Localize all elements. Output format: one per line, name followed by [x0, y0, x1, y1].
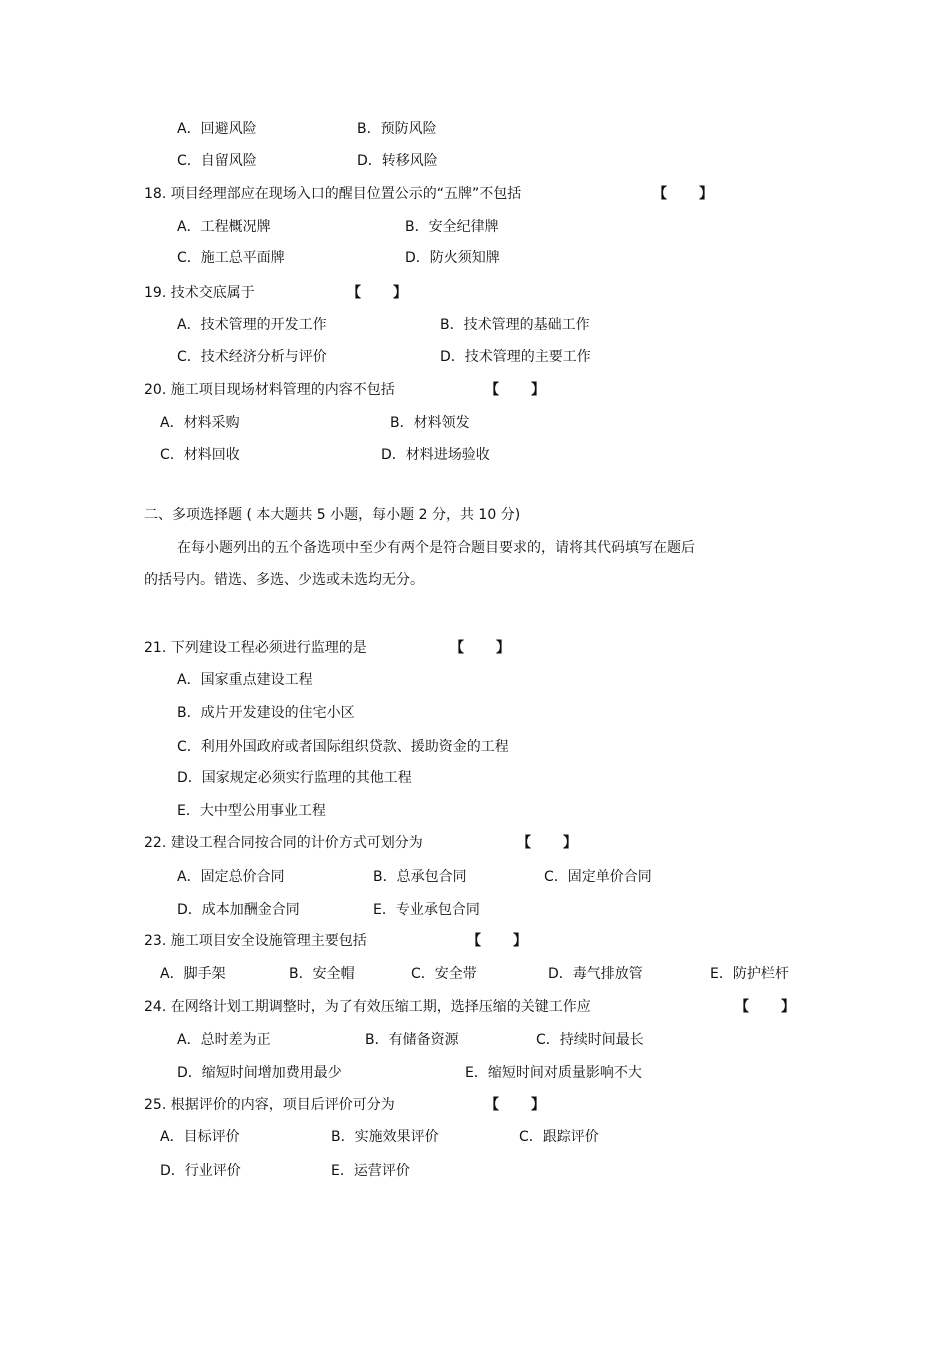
- q24-option-b: B．有储备资源: [365, 1032, 459, 1048]
- bracket-open: 【: [517, 835, 531, 851]
- q23-option-d: D．毒气排放管: [548, 966, 643, 982]
- q20-option-a: A．材料采购: [160, 415, 240, 431]
- section-2-instruction-line1: 在每小题列出的五个备选项中至少有两个是符合题目要求的，请将其代码填写在题后: [177, 540, 695, 556]
- q21-answer-bracket: [450, 641, 510, 655]
- q25-option-e: E．运营评价: [331, 1163, 410, 1179]
- q19-option-b: B．技术管理的基础工作: [440, 317, 590, 333]
- q22-option-c: C．固定单价合同: [544, 869, 652, 885]
- q22-stem: 22. 建设工程合同按合同的计价方式可划分为: [144, 835, 423, 851]
- q18-option-a: A．工程概况牌: [177, 219, 271, 235]
- q24-option-c: C．持续时间最长: [536, 1032, 644, 1048]
- bracket-close: 】: [563, 835, 577, 851]
- q24-option-e: E．缩短时间对质量影响不大: [465, 1065, 642, 1081]
- bracket-close: 】: [531, 382, 545, 398]
- q24-stem: 24. 在网络计划工期调整时，为了有效压缩工期，选择压缩的关键工作应: [144, 999, 591, 1015]
- q23-option-b: B．安全帽: [289, 966, 355, 982]
- q20-option-c: C．材料回收: [160, 447, 240, 463]
- section-2-instruction-line2: 的括号内。错选、多选、少选或未选均无分。: [144, 572, 424, 588]
- q21-option-b: B．成片开发建设的住宅小区: [177, 705, 355, 721]
- q17-option-a: A．回避风险: [177, 121, 257, 137]
- q21-option-d: D．国家规定必须实行监理的其他工程: [177, 770, 412, 786]
- q18-answer-bracket: [653, 187, 713, 201]
- q22-answer-bracket: [517, 836, 577, 850]
- q20-option-b: B．材料领发: [390, 415, 470, 431]
- bracket-close: 】: [531, 1097, 545, 1113]
- q18-option-d: D．防火须知牌: [405, 250, 500, 266]
- bracket-close: 】: [496, 640, 510, 656]
- q20-answer-bracket: [485, 383, 545, 397]
- q18-stem: 18. 项目经理部应在现场入口的醒目位置公示的“五牌”不包括: [144, 186, 522, 202]
- q18-option-b: B．安全纪律牌: [405, 219, 499, 235]
- q21-option-e: E．大中型公用事业工程: [177, 803, 326, 819]
- q23-stem: 23. 施工项目安全设施管理主要包括: [144, 933, 367, 949]
- q25-option-c: C．跟踪评价: [519, 1129, 599, 1145]
- bracket-close: 】: [393, 285, 407, 301]
- q17-option-d: D．转移风险: [357, 153, 438, 169]
- q19-answer-bracket: [347, 286, 407, 300]
- q20-option-d: D．材料进场验收: [381, 447, 490, 463]
- q20-stem: 20. 施工项目现场材料管理的内容不包括: [144, 382, 395, 398]
- q21-stem: 21. 下列建设工程必须进行监理的是: [144, 640, 367, 656]
- q22-option-b: B．总承包合同: [373, 869, 467, 885]
- bracket-open: 【: [485, 1097, 499, 1113]
- bracket-close: 】: [699, 186, 713, 202]
- q22-option-e: E．专业承包合同: [373, 902, 480, 918]
- q23-option-c: C．安全带: [411, 966, 477, 982]
- q24-option-a: A．总时差为正: [177, 1032, 271, 1048]
- bracket-open: 【: [347, 285, 361, 301]
- q17-option-b: B．预防风险: [357, 121, 437, 137]
- q23-answer-bracket: [467, 934, 527, 948]
- q25-stem: 25. 根据评价的内容，项目后评价可分为: [144, 1097, 395, 1113]
- q24-answer-bracket: [735, 1000, 795, 1014]
- bracket-open: 【: [485, 382, 499, 398]
- q17-option-c: C．自留风险: [177, 153, 257, 169]
- q18-option-c: C．施工总平面牌: [177, 250, 285, 266]
- bracket-open: 【: [467, 933, 481, 949]
- q19-option-a: A．技术管理的开发工作: [177, 317, 327, 333]
- q22-option-d: D．成本加酬金合同: [177, 902, 300, 918]
- q19-option-c: C．技术经济分析与评价: [177, 349, 327, 365]
- q21-option-c: C．利用外国政府或者国际组织贷款、援助资金的工程: [177, 739, 509, 755]
- q25-answer-bracket: [485, 1098, 545, 1112]
- q21-option-a: A．国家重点建设工程: [177, 672, 313, 688]
- q25-option-a: A．目标评价: [160, 1129, 240, 1145]
- bracket-open: 【: [450, 640, 464, 656]
- bracket-open: 【: [735, 999, 749, 1015]
- q19-option-d: D．技术管理的主要工作: [440, 349, 591, 365]
- bracket-close: 】: [781, 999, 795, 1015]
- q23-option-e: E．防护栏杆: [710, 966, 789, 982]
- q24-option-d: D．缩短时间增加费用最少: [177, 1065, 342, 1081]
- q25-option-b: B．实施效果评价: [331, 1129, 439, 1145]
- section-2-title: 二、多项选择题 ( 本大题共 5 小题，每小题 2 分，共 10 分): [144, 507, 521, 523]
- bracket-close: 】: [513, 933, 527, 949]
- q22-option-a: A．固定总价合同: [177, 869, 285, 885]
- q25-option-d: D．行业评价: [160, 1163, 241, 1179]
- q23-option-a: A．脚手架: [160, 966, 226, 982]
- bracket-open: 【: [653, 186, 667, 202]
- q19-stem: 19. 技术交底属于: [144, 285, 255, 301]
